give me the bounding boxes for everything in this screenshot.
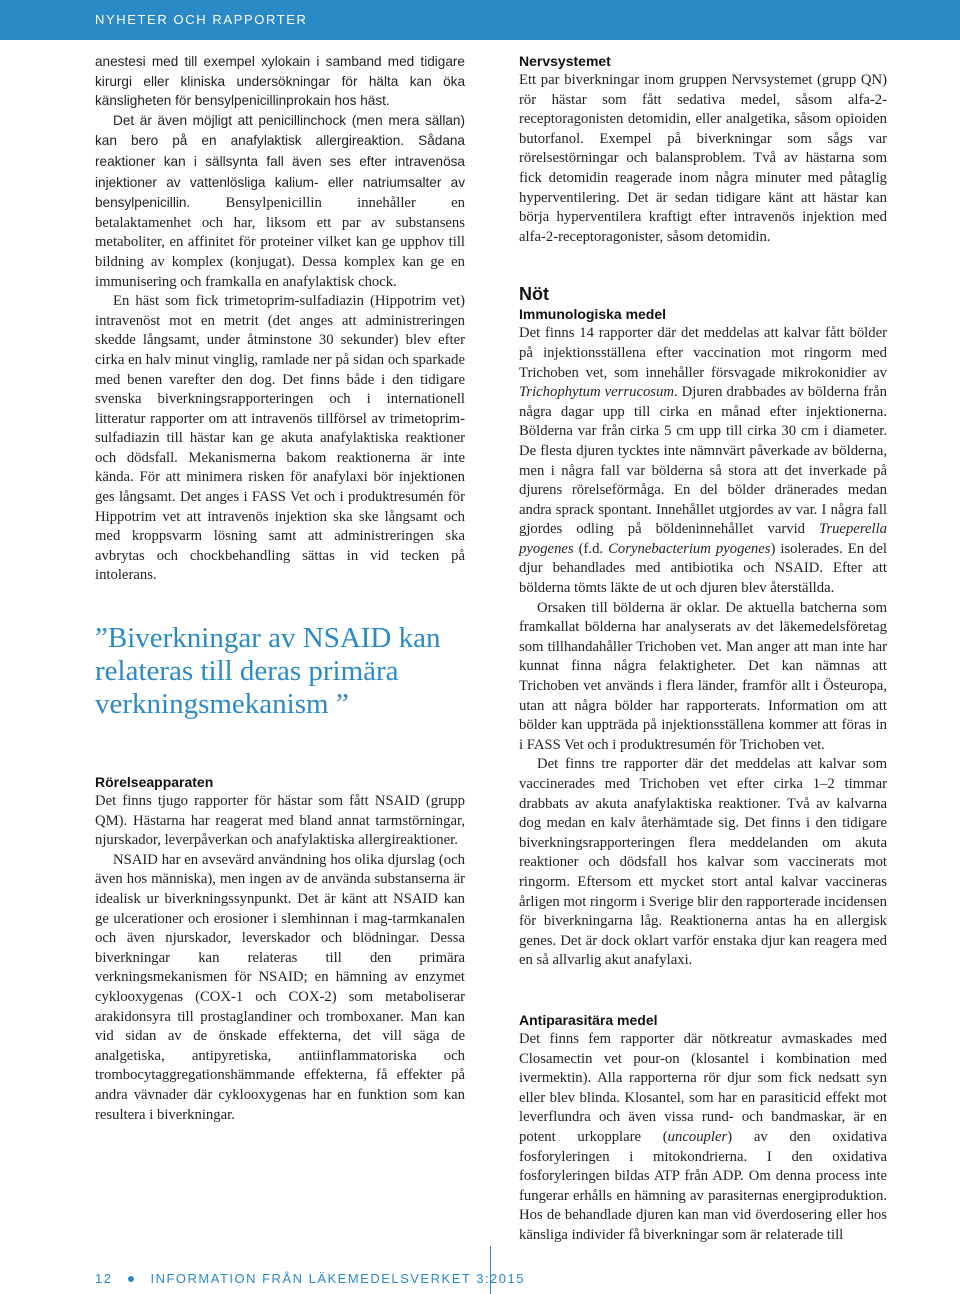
right-column (519, 52, 887, 1245)
paragraph-orsaken: Orsaken till bölderna är oklar. De aktuella batcherna som framkallat bölderna har analyserats av det läkemedelsföretag som tillhandahåller Trichoben vet. Man anger att man inte har kunnat finna några felaktigheter. Det kan nämnas att Trichoben vet används i flera länder, framför allt i Östeuropa, utan att några bölder har rapporterats. Information om att bölder kan uppträda på injektionsställena kommer att föras in i FASS Vet och i produktresumén för Trichoben vet. (519, 599, 887, 753)
antipara-text-1: Det finns fem rapporter där nötkreatur avmaskades med Closamectin vet pour-on (klosantel i kombination med ivermektin). Alla rapporterna rör djur som fick nedsatt syn eller blev blinda. Klosantel, som har en parasiticid effekt mot leverflundra och även vissa rund- och bandmaskar, är en potent urkopplare ( (519, 1030, 887, 1145)
page-number: 12 (95, 1271, 113, 1286)
immun-italic-trichophytum: Trichophytum verrucosum (519, 384, 674, 401)
paragraph-penicillinchock-sans: Det är även möjligt att penicillinchock (men mera sällan) kan bero på en anafylaktisk allergireaktion. Sådana reaktioner kan i sällsynta fall även ses efter intravenösa injektioner av vattenlösliga kalium- eller natriumsalter av bensylpenicillin. (95, 112, 465, 211)
heading-immunologiska-medel: Immunologiska medel (519, 306, 667, 323)
left-column (95, 52, 465, 1125)
immun-italic-corynebacterium: Corynebacterium pyogenes (608, 540, 771, 557)
paragraph-hippotrim: En häst som fick trimetoprim-sulfadiazin (Hippotrim vet) intravenöst mot en metrit (det anges att administreringen skedde långsamt, under åtminstone 30 sekunder) blev efter cirka en halv minut vinglig, ramlade ner på sidan och sparkade med benen varefter den dog. Det finns både i den tidigare svenska biverkningsrapporteringen och i internationell litteratur rapporter om att intravenös tillförsel av trimetoprim-sulfadiazin till hästar kan ge akuta anafylaktiska reaktioner och dödsfall. Mekanismerna bakom reaktionerna är inte kända. För att minimera risken för anafylaxi bör injektionen ges långsamt. Det anges i FASS Vet och i produktresumén för Hippotrim vet att intravenös injektion ska ske långsamt och med kroppsvarm lösning samt att administreringen ska avbrytas och chockbehandling sättas in vid tecken på intolerans. (95, 293, 465, 584)
paragraph-bensylpenicillin: Bensylpenicillin innehåller en betalaktamenhet och har, liksom ett par av substansens metaboliter, en affinitet för proteiner vilket kan ge upphov till bildning av komplex (konjugat). Dessa komplex kan ge en immunisering och framkalla en anafylaktisk chock. (95, 195, 466, 290)
paragraph-penicillinchock (95, 111, 465, 292)
paragraph-nsaid-mechanism: NSAID har en avsevärd användning hos olika djurslag (och även hos människa), men ingen av de använda substanserna är idealisk ur biverkningssynpunkt. Det är känt att NSAID kan ge ulcerationer och erosioner i slemhinnan i mag-tarmkanalen och även njurskador, leverskador och blödningar. Dessa biverkningar kan relateras till den primära verkningsmekanismen för NSAID; en hämning av enzymet cyklooxygenas (COX-1 och COX-2) som metaboliserar arakidonsyra till prostaglandiner och tromboxaner. Man kan vid sidan av de önskade effekterna, det vill säga de analgetiska, antipyretiska, antiinflammatoriska och trombocytaggregationshämmande effekterna, få effekter på andra vävnader där cyklooxygenas har en funktion som kan resultera i biverkningar. (95, 851, 465, 1123)
paragraph-trichoben-bolder (519, 324, 887, 598)
quote-open-mark: ” (95, 622, 108, 655)
paragraph-nsaid-reports: Det finns tjugo rapporter för hästar som fått NSAID (grupp QM). Hästarna har reagerat med bland annat tarmstörningar, njurskador, leverpåverkan och anafylaktiska allergireaktioner. (95, 793, 465, 849)
heading-antiparasitara-medel: Antiparasitära medel (519, 1011, 658, 1028)
heading-not: Nöt (519, 284, 549, 305)
immun-text-2: . Djuren drabbades av bölderna från några dagar upp till cirka en månad efter injektionerna. Bölderna var från cirka 5 cm upp till cirka 30 cm i diameter. De flesta djuren tycktes inte nämnvärt påverkade av bölderna, men i några fall var bölderna så stora att det inverkade på djurens rörelseförmåga. En del bölder dränerades medan andra sprack spontant. Innehållet utgjordes av var. I några fall gjordes odling på böldeninnehållet varvid (519, 384, 887, 538)
heading-nervsystemet: Nervsystemet (519, 53, 611, 69)
paragraph-tre-rapporter: Det finns tre rapporter där det meddelas att kalvar som vaccinerades med Trichoben vet efter cirka 1–2 timmar drabbats av akuta anafylaktiska reaktioner. Två av kalvarna dog medan en kalv återhämtade sig. Det finns i den tidigare biverkningsrapporteringen flera meddelanden om akuta reaktioner och dödsfall hos kalvar som vaccinerats mot ringorm. Eftersom ett mycket stort antal kalvar vaccineras årligen mot ringorm i Sverige blir den rapporterade incidensen för biverkningarna låg. Reaktionerna antas ha en allergisk genes. Det är dock oklart varför enstaka djur kan reagera med en så allvarlig akut anafylaxi. (519, 756, 887, 969)
pull-quote-text: Biverkningar av NSAID kan relateras till deras primära verkningsmekanism (95, 622, 441, 721)
antipara-italic-uncoupler: uncoupler (667, 1128, 728, 1145)
heading-rorelseapparaten: Rörelseapparaten (95, 774, 214, 791)
immun-text-1: Det finns 14 rapporter där det meddelas att kalvar fått bölder på injektionsställena efter vaccination mot ringorm med Trichoben vet, som innehåller försvagade mikrokonidier av (519, 325, 887, 381)
antipara-text-2: ) av den oxidativa fosforyleringen i mitokondrierna. I den oxidativa fosforyleringen bildas ATP från ADP. Om denna process inte fungerar erhålls en hämning av parasiternas energiproduktion. Hos de behandlade djuren kan man vid överdosering eller hos känsliga individer få biverkningar som är relaterade till (519, 1128, 887, 1243)
publication-name: INFORMATION FRÅN LÄKEMEDELSVERKET 3:2015 (150, 1271, 525, 1286)
paragraph-nervsystemet: Ett par biverkningar inom gruppen Nervsystemet (grupp QN) rör hästar som fått sedativa medel, såsom alfa-2-receptoragonisten detomidin, eller analgetika, såsom opioiden butorfanol. Exempel på biverkningar som sågs var rörelsestörningar och balansproblem. Två av hästarna som fick detomidin reagerade inom några minuter med påtaglig hyperventilering. Det är sedan tidigare känt att hästar kan börja hyperventilera kraftigt efter intravenös injektion med alfa-2-receptoragonister, såsom detomidin. (519, 72, 887, 245)
immun-text-3: (f.d. (573, 540, 604, 557)
section-title: NYHETER OCH RAPPORTER (95, 12, 308, 27)
pull-quote (95, 622, 465, 721)
footer (95, 1271, 525, 1286)
footer-bullet (128, 1276, 134, 1282)
footer-divider (490, 1246, 491, 1294)
immun-italic-trueperella: Trueperella pyogenes (519, 521, 888, 557)
immun-text-4: ) isolerades. En del djur behandlades med antibiotika och NSAID. Efter att bölderna tömts läkte de ut och djuren blev återställda. (519, 540, 887, 597)
quote-close-mark: ” (335, 688, 349, 721)
paragraph-closamectin (519, 1030, 887, 1246)
header-bar (0, 0, 960, 40)
paragraph-anestesi: anestesi med till exempel xylokain i samband med tidigare kirurgi eller kliniska undersökningar för hälta kan öka känsligheten för bensylpenicillinprokain hos häst. (95, 54, 465, 109)
